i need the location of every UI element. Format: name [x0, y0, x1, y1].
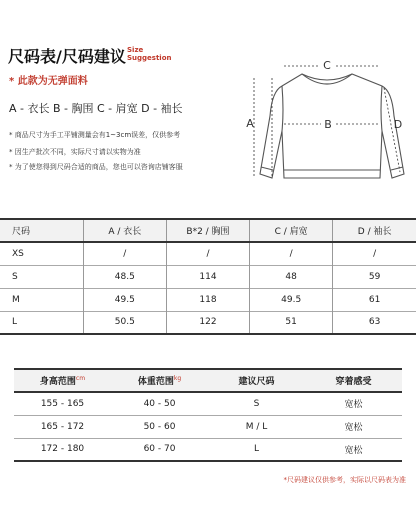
header-chest: B*2 / 胸围	[166, 219, 249, 242]
label-b: B	[324, 118, 332, 131]
header-suggested-size: 建议尺码	[208, 369, 305, 392]
cell: 63	[333, 311, 416, 334]
table-row	[14, 392, 402, 415]
measurement-legend: A - 衣长 B - 胸围 C - 肩宽 D - 袖长	[9, 102, 183, 115]
rec-table-header-row	[14, 369, 402, 392]
cell: 165 - 172	[40, 421, 85, 432]
cell: M / L	[245, 421, 268, 432]
table-row	[0, 242, 416, 265]
cell: 48.5	[83, 265, 166, 288]
page-title: 尺码表/尺码建议	[8, 47, 126, 66]
note-item: * 因生产批次不同，实际尺寸请以实物为准	[9, 148, 141, 156]
unit-kg: kg	[173, 375, 182, 382]
label-c: C	[323, 59, 331, 72]
sweater-diagram	[232, 46, 412, 206]
label-d: D	[393, 118, 403, 131]
cell: 49.5	[83, 288, 166, 311]
title-english-line1: Size	[127, 46, 144, 54]
cell: 48	[250, 265, 333, 288]
cell: S	[253, 398, 260, 409]
cell: 118	[166, 288, 249, 311]
note-item: * 为了使您得到尺码合适的商品，您也可以咨询店铺客服	[9, 163, 183, 171]
footnote: *尺码建议仅供参考，实际以尺码表为准	[283, 476, 406, 484]
header-shoulder: C / 肩宽	[250, 219, 333, 242]
cell: 114	[166, 265, 249, 288]
cell: 49.5	[250, 288, 333, 311]
note-item: * 商品尺寸为手工平铺测量会有1~3cm误差，仅供参考	[9, 131, 181, 139]
fabric-note: * 此款为无弹面料	[9, 76, 88, 87]
cell: 61	[333, 288, 416, 311]
header-size: 尺码	[0, 219, 83, 242]
header-height	[14, 369, 111, 392]
title-english	[127, 46, 172, 62]
header-sleeve: D / 袖长	[333, 219, 416, 242]
cell: /	[333, 242, 416, 265]
cell: M	[12, 294, 20, 305]
label-a: A	[246, 117, 254, 130]
cell: 宽松	[344, 423, 363, 433]
cell: 59	[333, 265, 416, 288]
cell: 60 - 70	[143, 444, 176, 455]
table-row	[0, 265, 416, 288]
cell: L	[12, 317, 18, 328]
header-weight	[111, 369, 208, 392]
cell: 172 - 180	[40, 444, 85, 455]
header-length: A / 衣长	[83, 219, 166, 242]
cell: 122	[166, 311, 249, 334]
cell: /	[83, 242, 166, 265]
size-table-header-row	[0, 219, 416, 242]
cell: 51	[250, 311, 333, 334]
cell: 宽松	[344, 400, 363, 411]
cell: L	[253, 444, 259, 455]
cell: 50.5	[83, 311, 166, 334]
table-row	[0, 288, 416, 311]
size-table	[0, 218, 416, 335]
cell: /	[166, 242, 249, 265]
header-weight-label: 体重范围	[137, 377, 174, 387]
header-height-label: 身高范围	[39, 377, 76, 387]
cell: /	[250, 242, 333, 265]
table-row	[0, 311, 416, 334]
header-fit: 穿着感受	[305, 369, 402, 392]
cell: 40 - 50	[143, 398, 176, 409]
cell: 宽松	[344, 445, 363, 456]
cell: S	[12, 271, 18, 282]
cell: 155 - 165	[40, 398, 85, 409]
cell: XS	[12, 248, 24, 259]
unit-cm: cm	[75, 375, 86, 382]
recommendation-table	[14, 368, 402, 462]
cell: 50 - 60	[143, 421, 176, 432]
title-english-line2: Suggestion	[127, 54, 172, 62]
table-row	[14, 415, 402, 438]
table-row	[14, 438, 402, 461]
